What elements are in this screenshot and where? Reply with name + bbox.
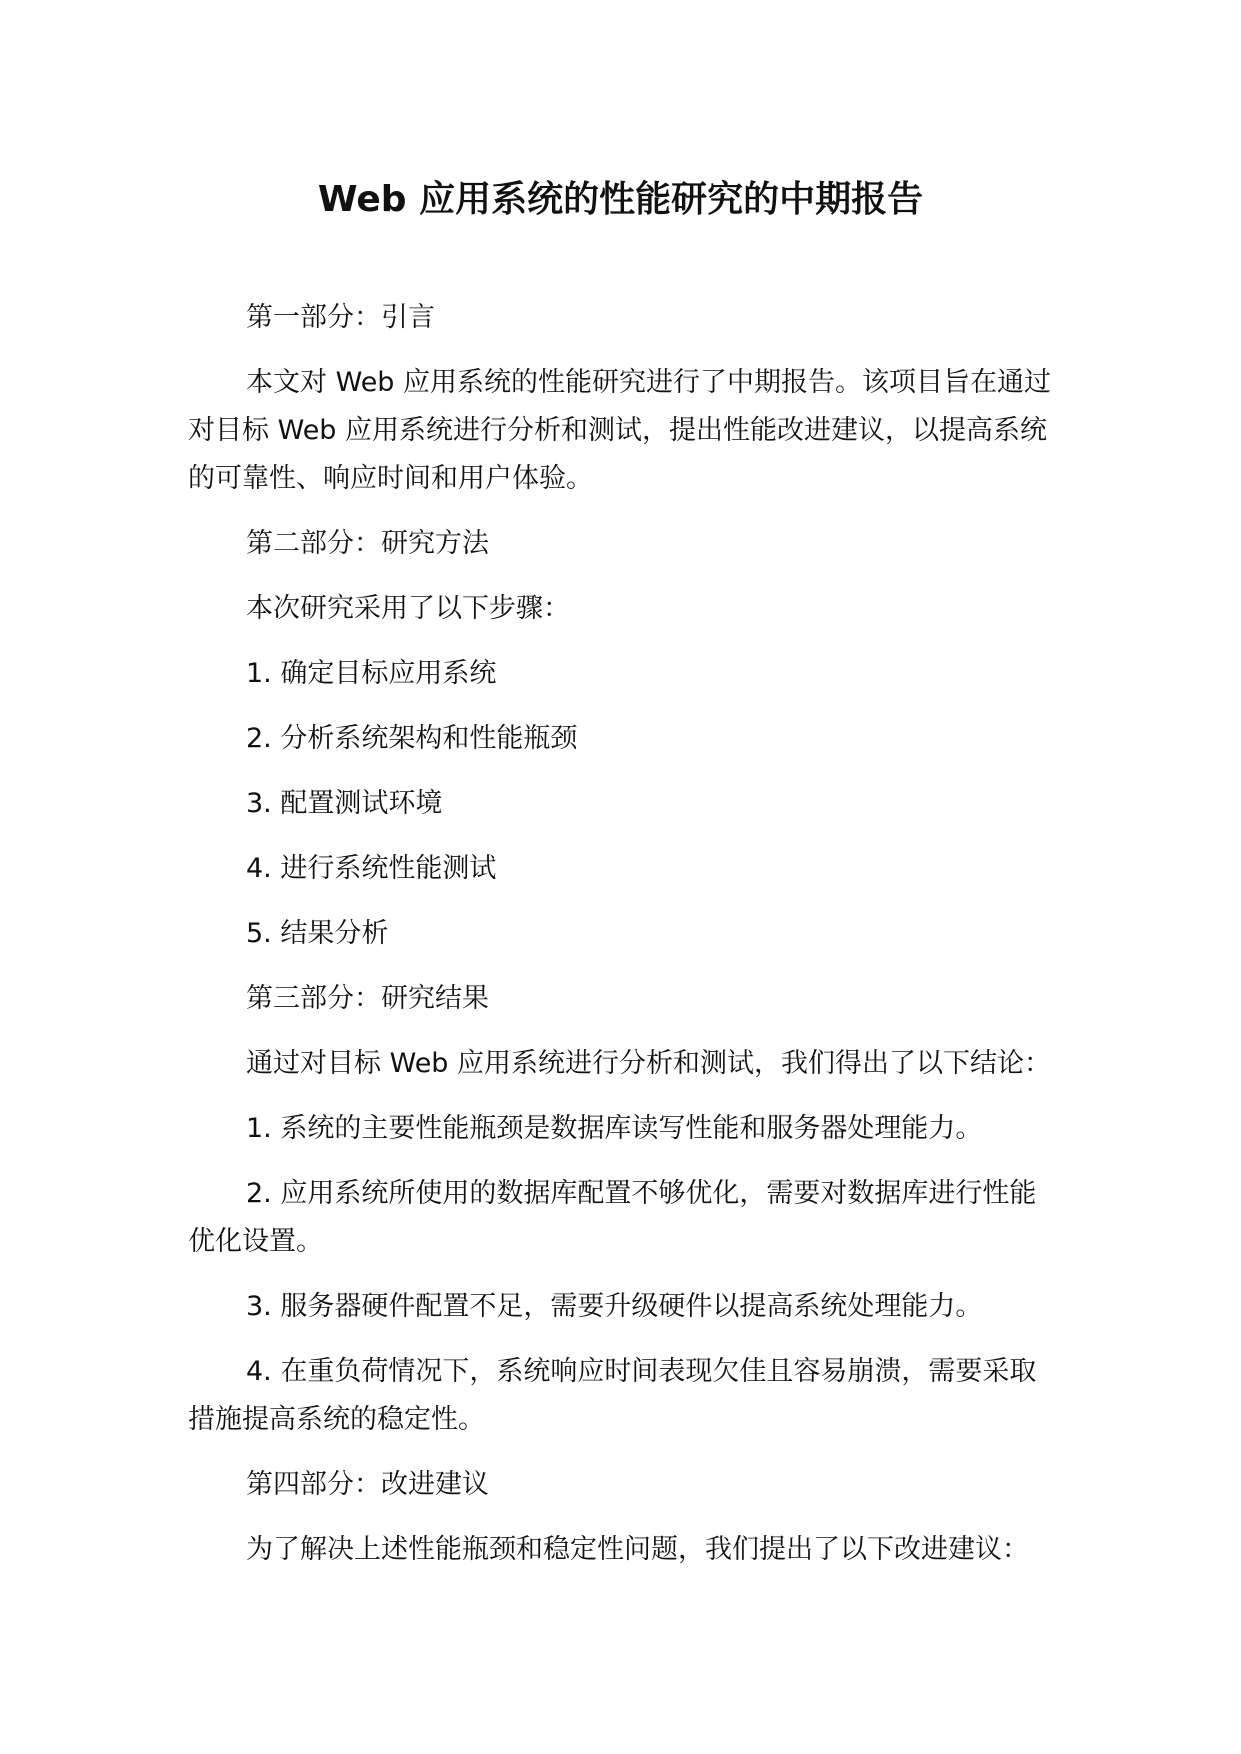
- result-item-2: 2. 应用系统所使用的数据库配置不够优化，需要对数据库进行性能优化设置。: [188, 1178, 1037, 1257]
- result-item-1: 1. 系统的主要性能瓶颈是数据库读写性能和服务器处理能力。: [246, 1113, 983, 1144]
- section-heading-recommendations: 第四部分：改进建议: [246, 1469, 489, 1500]
- recommendations-intro: 为了解决上述性能瓶颈和稳定性问题，我们提出了以下改进建议：: [246, 1534, 1029, 1565]
- method-step-4: 4. 进行系统性能测试: [246, 853, 497, 884]
- results-intro: 通过对目标 Web 应用系统进行分析和测试，我们得出了以下结论：: [246, 1048, 1052, 1079]
- method-step-1: 1. 确定目标应用系统: [246, 658, 497, 689]
- methods-intro: 本次研究采用了以下步骤：: [246, 593, 570, 624]
- method-step-2: 2. 分析系统架构和性能瓶颈: [246, 723, 578, 754]
- method-step-5: 5. 结果分析: [246, 918, 389, 949]
- document-title: Web 应用系统的性能研究的中期报告: [317, 179, 924, 220]
- introduction-paragraph: 本文对 Web 应用系统的性能研究进行了中期报告。该项目旨在通过对目标 Web 应用系统进行分析和测试，提出性能改进建议，以提高系统的可靠性、响应时间和用户体验。: [188, 367, 1052, 494]
- result-item-4: 4. 在重负荷情况下，系统响应时间表现欠佳且容易崩溃，需要采取措施提高系统的稳定性。: [188, 1356, 1037, 1435]
- section-heading-results: 第三部分：研究结果: [246, 983, 489, 1014]
- section-heading-methods: 第二部分：研究方法: [246, 528, 489, 559]
- document-body: [188, 294, 1054, 1591]
- result-item-3: 3. 服务器硬件配置不足，需要升级硬件以提高系统处理能力。: [246, 1291, 983, 1322]
- section-heading-introduction: 第一部分：引言: [246, 302, 435, 333]
- method-step-3: 3. 配置测试环境: [246, 788, 443, 819]
